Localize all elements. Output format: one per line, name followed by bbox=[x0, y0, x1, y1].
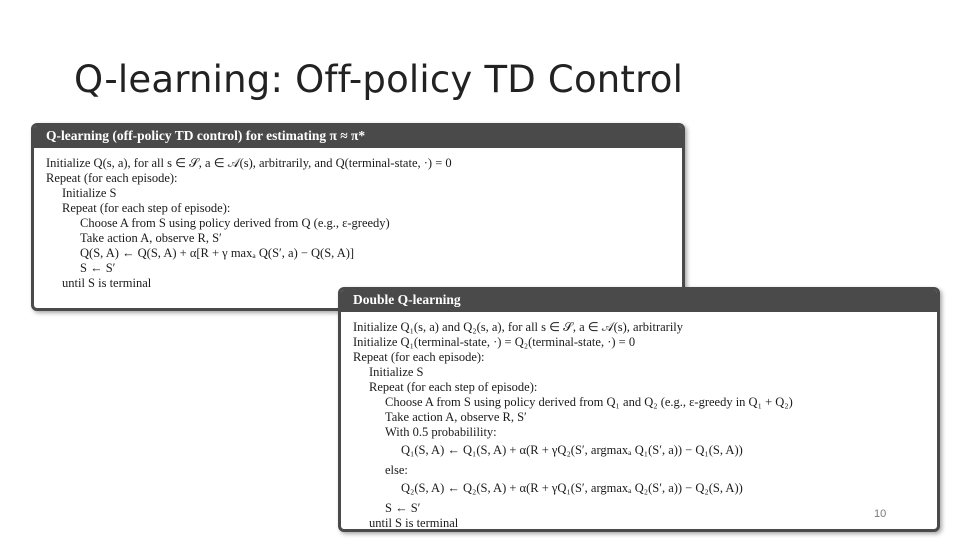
slide-title: Q-learning: Off-policy TD Control bbox=[74, 58, 684, 101]
qlearning-algorithm-box bbox=[31, 123, 685, 311]
algorithm-line: until S is terminal bbox=[369, 516, 459, 530]
algorithm-line: With 0.5 probabilility: bbox=[385, 425, 497, 439]
algorithm-line: S ← S′ bbox=[385, 501, 421, 515]
algorithm-line: Initialize Q₁(s, a) and Q₂(s, a), for all s ∈ 𝒮, a ∈ 𝒜(s), arbitrarily bbox=[353, 320, 684, 334]
double-qlearning-algorithm-box bbox=[338, 287, 940, 532]
algorithm-line: Repeat (for each step of episode): bbox=[62, 201, 231, 215]
algorithm-line: until S is terminal bbox=[62, 276, 152, 290]
algorithm-line: Initialize Q(s, a), for all s ∈ 𝒮, a ∈ 𝒜(s), arbitrarily, and Q(terminal-state, ·) = 0 bbox=[46, 156, 452, 170]
algorithm-line: Choose A from S using policy derived from Q₁ and Q₂ (e.g., ε-greedy in Q₁ + Q₂) bbox=[385, 395, 793, 409]
page-number: 10 bbox=[874, 508, 887, 520]
algorithm-line: S ← S′ bbox=[80, 261, 116, 275]
algorithm-line: else: bbox=[385, 463, 408, 477]
double-qlearning-algorithm-header: Double Q-learning bbox=[341, 290, 937, 312]
algorithm-line: Q₁(S, A) ← Q₁(S, A) + α(R + γQ₂(S′, argmaxₐ Q₁(S′, a)) − Q₁(S, A)) bbox=[401, 443, 743, 457]
algorithm-line: Initialize S bbox=[369, 365, 424, 379]
algorithm-line: Repeat (for each episode): bbox=[46, 171, 178, 185]
algorithm-line: Initialize S bbox=[62, 186, 117, 200]
algorithm-line: Q(S, A) ← Q(S, A) + α[R + γ maxₐ Q(S′, a) − Q(S, A)] bbox=[80, 246, 355, 260]
qlearning-algorithm-header: Q-learning (off-policy TD control) for estimating π ≈ π* bbox=[34, 126, 682, 148]
algorithm-line: Repeat (for each episode): bbox=[353, 350, 485, 364]
algorithm-line: Initialize Q₁(terminal-state, ·) = Q₂(terminal-state, ·) = 0 bbox=[353, 335, 636, 349]
algorithm-line: Choose A from S using policy derived from Q (e.g., ε-greedy) bbox=[80, 216, 390, 230]
algorithm-line: Q₂(S, A) ← Q₂(S, A) + α(R + γQ₁(S′, argmaxₐ Q₂(S′, a)) − Q₂(S, A)) bbox=[401, 481, 743, 495]
algorithm-line: Take action A, observe R, S′ bbox=[385, 410, 527, 424]
algorithm-line: Repeat (for each step of episode): bbox=[369, 380, 538, 394]
algorithm-line: Take action A, observe R, S′ bbox=[80, 231, 222, 245]
